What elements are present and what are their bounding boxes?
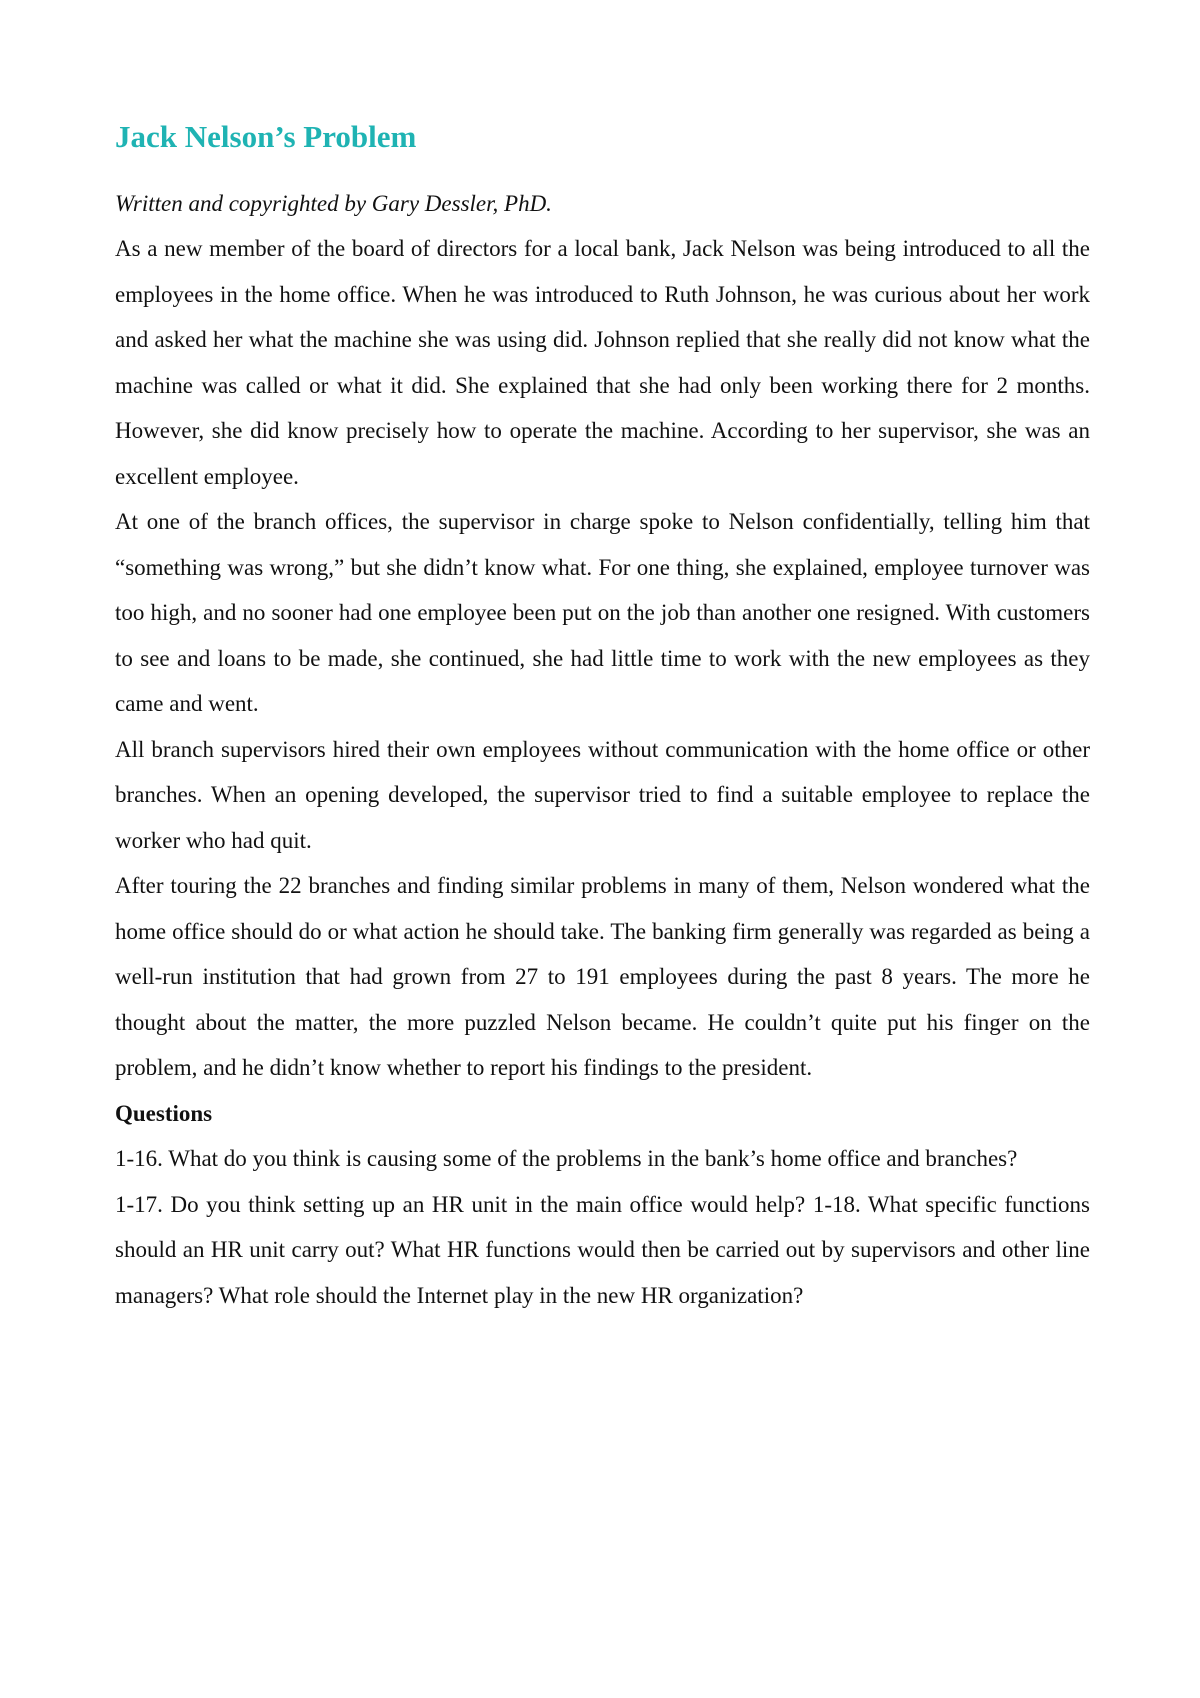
- paragraph-intro: As a new member of the board of directors for a local bank, Jack Nelson was being introduced to all the employees in the home office. When he was introduced to Ruth Johnson, he was curious about her work and asked her what the machine she was using did. Johnson replied that she really did not know what the machine was called or what it did. She explained that she had only been working there for 2 months. However, she did know precisely how to operate the machine. According to her supervisor, she was an excellent employee.: [115, 236, 1090, 489]
- question-item: 1-17. Do you think setting up an HR unit in the main office would help? 1-18. What specific functions should an HR unit carry out? What HR functions would then be carried out by supervisors and other line managers? What role should the Internet play in the new HR organization?: [115, 1191, 1090, 1308]
- paragraph-branch-office: At one of the branch offices, the supervisor in charge spoke to Nelson confidentially, telling him that “something was wrong,” but she didn’t know what. For one thing, she explained, employee turnover was too high, and no sooner had one employee been put on the job than another one resigned. With customers to see and loans to be made, she continued, she had little time to work with the new employees as they came and went.: [115, 509, 1090, 717]
- paragraph-hiring: All branch supervisors hired their own employees without communication with the home office or other branches. When an opening developed, the supervisor tried to find a suitable employee to replace the worker who had quit.: [115, 736, 1090, 853]
- question-item: 1-16. What do you think is causing some of the problems in the bank’s home office and branches?: [115, 1146, 1018, 1172]
- document-title: Jack Nelson’s Problem: [115, 119, 417, 154]
- document-page: [115, 118, 1090, 1318]
- author-byline: Written and copyrighted by Gary Dessler, PhD.: [115, 191, 552, 217]
- questions-heading: Questions: [115, 1100, 213, 1126]
- paragraph-touring: After touring the 22 branches and finding similar problems in many of them, Nelson wondered what the home office should do or what action he should take. The banking firm generally was regarded as being a well-run institution that had grown from 27 to 191 employees during the past 8 years. The more he thought about the matter, the more puzzled Nelson became. He couldn’t quite put his finger on the problem, and he didn’t know whether to report his findings to the president.: [115, 873, 1090, 1081]
